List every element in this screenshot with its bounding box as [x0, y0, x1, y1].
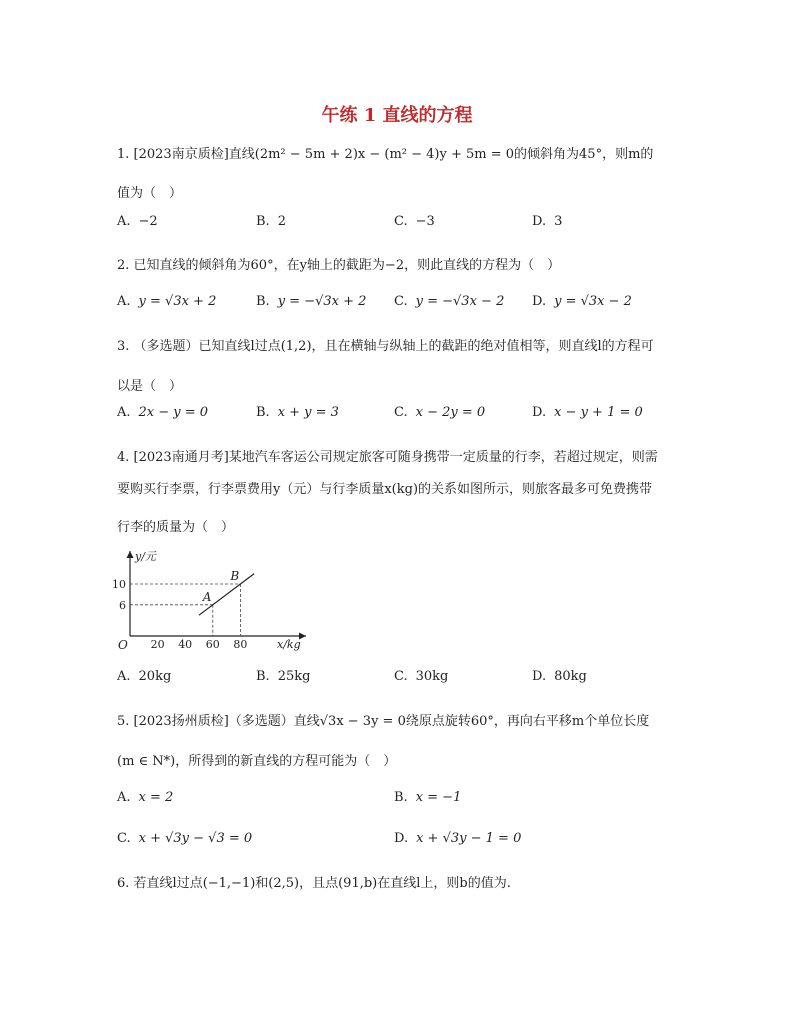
q1-option-c: C. −3 [394, 214, 435, 229]
q1-option-d: D. 3 [532, 214, 563, 229]
q4-line1: 4. [2023南通月考]某地汽车客运公司规定旅客可随身携带一定质量的行李，若超过规定，则需 [117, 450, 658, 465]
x-tick-label-80: 80 [233, 638, 248, 651]
x-tick-label-40: 40 [178, 638, 193, 651]
q5-option-b: B. x = −1 [394, 790, 462, 805]
point-label-A: A [202, 589, 212, 604]
x-tick-label-20: 20 [150, 638, 165, 651]
q2-option-b: B. y = −√3x + 2 [256, 294, 367, 309]
q5-option-c: C. x + √3y − √3 = 0 [117, 831, 253, 846]
q6-line1: 6. 若直线l过点(−1,−1)和(2,5)，且点(91,b)在直线l上，则b的值为. [117, 876, 511, 891]
y-axis-label: y/元 [135, 550, 156, 563]
q3-option-c: C. x − 2y = 0 [394, 405, 486, 420]
y-tick-label-6: 6 [119, 598, 126, 612]
q5-line1: 5. [2023扬州质检]（多选题）直线√3x − 3y = 0绕原点旋转60°，再向右平移m个单位长度 [117, 714, 650, 729]
q1-line2: 值为（ ） [117, 186, 183, 201]
q4-line3: 行李的质量为（ ） [117, 520, 235, 535]
q2-option-c: C. y = −√3x − 2 [394, 294, 505, 309]
q2-line1: 2. 已知直线的倾斜角为60°，在y轴上的截距为−2，则此直线的方程为（ ） [117, 258, 561, 273]
q4-option-a: A. 20kg [117, 669, 172, 684]
point-label-B: B [230, 569, 240, 583]
q1-option-b: B. 2 [256, 214, 286, 229]
page-title: 午练 1 直线的方程 [321, 105, 473, 126]
x-tick-label-60: 60 [205, 638, 220, 651]
q3-option-a: A. 2x − y = 0 [117, 405, 209, 420]
x-axis-label: x/kg [277, 638, 301, 651]
q2-option-a: A. y = √3x + 2 [117, 294, 217, 309]
q5-option-d: D. x + √3y − 1 = 0 [394, 831, 522, 846]
q3-option-b: B. x + y = 3 [256, 405, 339, 420]
q2-option-d: D. y = √3x − 2 [532, 294, 632, 309]
q5-option-a: A. x = 2 [117, 790, 174, 805]
q4-option-b: B. 25kg [256, 669, 311, 684]
y-tick-label-10: 10 [112, 578, 126, 591]
origin-label: O [118, 638, 128, 652]
q3-line1: 3. （多选题）已知直线l过点(1,2)，且在横轴与纵轴上的截距的绝对值相等，则直线l的方程可 [117, 339, 654, 354]
q4-option-d: D. 80kg [532, 669, 587, 684]
q3-option-d: D. x − y + 1 = 0 [532, 405, 643, 420]
q5-line2: (m ∈ N*)，所得到的新直线的方程可能为（ ） [117, 754, 397, 769]
q3-line2: 以是（ ） [117, 379, 183, 394]
luggage-fee-graph [114, 548, 324, 653]
q4-option-c: C. 30kg [394, 669, 449, 684]
q1-line1: 1. [2023南京质检]直线(2m² − 5m + 2)x − (m² − 4)y + 5m = 0的倾斜角为45°，则m的 [117, 147, 654, 162]
q4-line2: 要购买行李票，行李票费用y（元）与行李质量x(kg)的关系如图所示，则旅客最多可免费携带 [117, 482, 653, 497]
q1-option-a: A. −2 [117, 214, 158, 229]
